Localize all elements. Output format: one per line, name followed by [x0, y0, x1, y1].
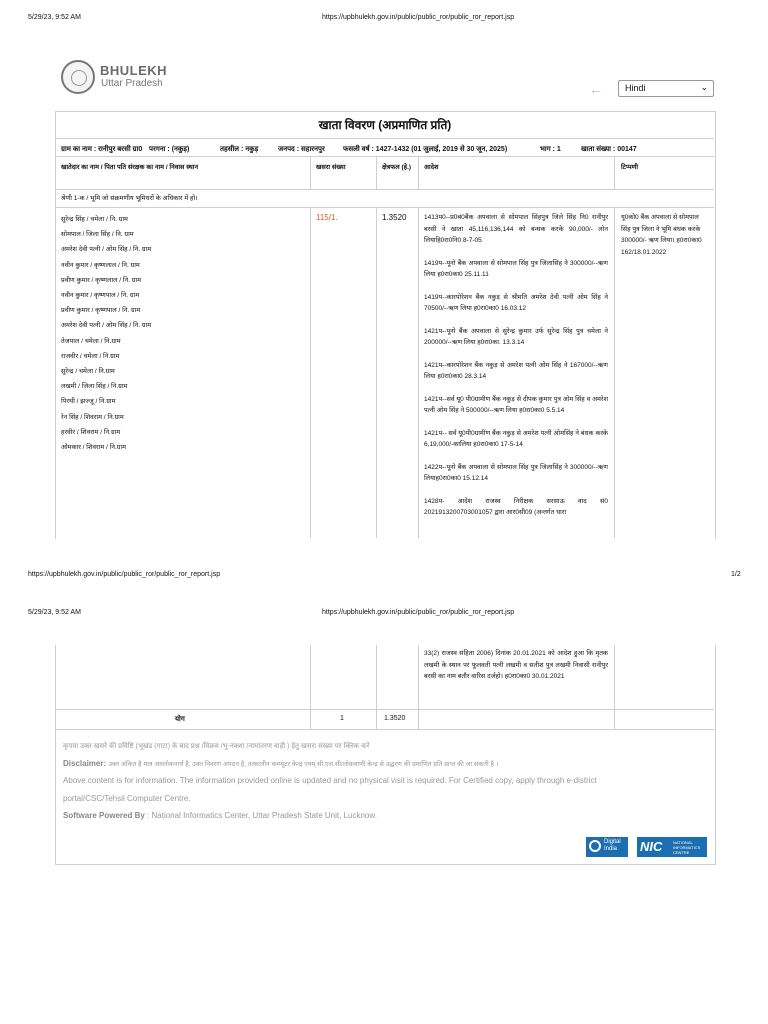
divider [55, 156, 714, 157]
meta-pargana: परगना : (नकुड़) [149, 146, 190, 153]
divider [418, 207, 419, 538]
back-arrow-icon[interactable]: ← [589, 81, 603, 97]
divider [310, 645, 311, 729]
owner-name: राजवीर / चमेला / नि.ग्राम [61, 352, 120, 360]
language-select[interactable]: Hindi ⌄ [618, 80, 714, 97]
divider [376, 207, 377, 538]
brand-state: Uttar Pradesh [101, 78, 163, 89]
report-title: खाता विवरण (अप्रमाणित प्रति) [56, 112, 714, 139]
chevron-down-icon: ⌄ [700, 82, 708, 92]
owner-name: सुरेन्द्र सिंह / चमेला / नि. ग्राम [61, 216, 128, 223]
owner-name: अमरेश देवी पत्नी / ओम सिंह / नि. ग्राम [61, 246, 152, 254]
disclaimer-english-2: portal/CSC/Tehsil Computer Centre. [63, 794, 191, 803]
col-order: आदेश [424, 164, 439, 171]
order-list [424, 212, 608, 530]
divider [55, 709, 714, 710]
order-entry: 1422प--पूनो बैंक अपवाला से सोमपाल सिंह पुत्र जिलासिंह ने 300000/--ऋण लियाह0रा0का0 15.12.14 [424, 463, 608, 482]
nic-logo[interactable]: NIC NATIONAL INFORMATICS CENTRE [637, 837, 707, 857]
divider [376, 156, 377, 190]
owner-name: तेजपाल / चमेला / नि.ग्राम [61, 337, 121, 345]
disclaimer-label: Disclaimer: [63, 759, 107, 768]
divider [418, 645, 419, 729]
disclaimer-hindi: उक्त अंकित है मात्र अवलोकनार्थ है, उक्त विवरण अपठन है, तत्कालीन कम्प्यूटर केन्द्र एवम् सी.एस.सी/लोकवाणी केन्द्र से उद्धरण की प्रमाणित प्रति प्राप्त की जा सकती है । [108, 761, 499, 768]
meta-fasli: फसली वर्ष : 1427-1432 (01 जुलाई, 2019 से 30 जून, 2025) [343, 146, 508, 153]
owner-name: प्रवीण कुमार / कृष्णपाल / नि. ग्राम [61, 307, 141, 315]
digital-india-icon [589, 840, 601, 852]
owner-list [61, 212, 151, 455]
brand-name: BHULEKH [100, 63, 168, 78]
meta-district: जनपद : सहारनपुर [278, 146, 325, 153]
order-entry: 1428प- आदेश राजस्व निरीक्षक सरसाऊ वाद सं0 2021913200703001057 द्वारा आर0सी09 (अन्तर्गत धारा [424, 497, 608, 516]
col-khasra: खसरा संख्या [316, 164, 346, 171]
powered-value: : National Informatics Center, Uttar Pradesh State Unit, Lucknow. [147, 811, 377, 820]
divider [310, 156, 311, 190]
order-entry: 1421प--कारपोरेशन बैंक नकुड़ से अमरेश पत्नी ओम सिंह ने 167000/--ऋण लिया ह0रा0का0 28.3.14 [424, 361, 608, 380]
col-owner: खातेदार का नाम / पिता पति संरक्षक का नाम / निवास स्थान [61, 164, 199, 171]
divider [55, 207, 714, 208]
meta-tehsil: तहसील : नकुड़ [220, 146, 259, 153]
divider [55, 189, 714, 190]
col-remark: टिप्पणी [621, 164, 639, 171]
meta-village: ग्राम का नाम : रानीपुर बरसी ग्रा0 [61, 146, 143, 153]
disclaimer [63, 759, 498, 768]
owner-name: ओमकार / शिवराम / नि.ग्राम [61, 444, 126, 452]
report-frame-cont [55, 645, 716, 865]
total-label: योग [175, 716, 185, 723]
print-datetime: 5/29/23, 9:52 AM [28, 14, 81, 21]
divider [614, 207, 615, 538]
owner-name: सोमपाल / जिला सिंह / नि. ग्राम [61, 231, 134, 239]
print-url: https://upbhulekh.gov.in/public/public_ror/public_ror_report.jsp [322, 14, 515, 21]
powered-by [63, 811, 377, 820]
owner-name: सुरेन्द्र / चमेला / नि.ग्राम [61, 368, 115, 376]
owner-name: पिरथी / झज्जू / नि.ग्राम [61, 398, 116, 406]
print-datetime: 5/29/23, 9:52 AM [28, 609, 81, 616]
meta-khata: खाता संख्या : 00147 [581, 146, 637, 153]
owner-name: लखमी / जिला सिंह / नि.ग्राम [61, 383, 128, 391]
order-entry: 1421प--सर्व यू0 पी0ग्रामीण बैंक नकुड़ से दीपक कुमार पुत्र ओम सिंह व अमरेश पत्नी ओम सिंह ने 500000/--ऋण लिया ह0रा0का0 5.5.14 [424, 395, 608, 414]
order-entry: 1421प--पूनो बैंक अपवाला से सुरेन्द्र कुमार उर्फ सुरेन्द्र सिंह पुत्र चमेला ने 200000/--ऋण लिया ह0रा0का. 13.3.14 [424, 327, 608, 346]
print-url: https://upbhulekh.gov.in/public/public_ror/public_ror_report.jsp [322, 609, 515, 616]
khasra-number-link[interactable]: 115/1. [316, 213, 338, 222]
divider [614, 156, 615, 190]
order-entry: 1413प0--प्र0बं0बैंक अपवाला से सोमपाल सिंहपुत्र जिले सिंह नि0 रानीपुर बरसी ने खाता 45,116,136,144 को बन्धक करके 90,000/- लोन लियाहि0रा0नि0 8-7-05 [424, 214, 608, 244]
order-entry: 1419प--कारपोरेशन बैंक नकुड़ से श्रीमति अमरेश देवी पत्नी ओम सिंह ने 70500/--ऋण लिया ह0रा0का0 16.03.12 [424, 293, 608, 312]
total-khasra-count: 1 [340, 715, 344, 722]
area-value: 1.3520 [382, 213, 407, 222]
page-number: 1/2 [731, 571, 741, 578]
disclaimer-english-1: Above content is for information. The information provided online is updated and no physical visit is required. For Certified copy, apply through e-district [63, 776, 597, 785]
owner-name: हरवीर / शिवराम / नि.ग्राम [61, 428, 121, 436]
divider [376, 645, 377, 729]
print-url-footer: https://upbhulekh.gov.in/public/public_ror/public_ror_report.jsp [28, 571, 221, 578]
remark-text: यू0को0 बैंक अपवाला से सोमपाल सिंह पुत्र जिला ने भूमि बंधक करके 300000/- ऋण लिया। ह0रा0का0 162/18.01.2022 [621, 214, 702, 256]
order-continued: 33(2) राजस्व संहिता 2006) दिनांक 20.01.2021 को आदेश हुआ कि मृतक लखमी के स्थान पर फूलवती पत्नी लखमी व सतीश पुत्र लखमी निवासी रानीपुर बरसी का नाम बतौर वारिस दर्जहो। ह0रा0का0 30.01.2021 [424, 650, 608, 680]
divider [614, 645, 615, 729]
powered-label: Software Powered By [63, 811, 145, 820]
meta-bhag: भाग : 1 [540, 146, 561, 153]
total-area: 1.3520 [384, 715, 406, 722]
owner-name: नवीन कुमार / कृष्णलाल / नि. ग्राम [61, 261, 140, 269]
click-hint: कृपया उक्त खसरे की प्रविष्टि (भूखंड (गाटा) के बाद प्रश्न /विक्रय /भू-नक्शा /नामांतरण वाही ) हेतु खसरा संख्या पर क्लिक करें [63, 743, 370, 750]
digital-india-logo[interactable]: Digital India [586, 837, 628, 857]
order-entry: 1421प-- सर्व यू0पी0ग्रामीण बैंक नकुड़ से अमरेश पत्नी ओमसिंह ने बंधक करके 6,19,000/-कालिया ह0रा0का0 17-5-14 [424, 429, 608, 448]
owner-name: नवीन कुमार / कृष्णपाल / नि. ग्राम [61, 292, 140, 300]
order-entry: 1419प--पूनो बैंक अपवाला से सोमपाल सिंह पुत्र जिलासिंह ने 300000/--ऋण लिया ह0रा0का0 25.11.11 [424, 259, 608, 278]
owner-name: अमरेश देवी पत्नी / ओम सिंह / नि. ग्राम [61, 322, 152, 330]
owner-name: रेन सिंह / शिवराम / नि.ग्राम [61, 413, 124, 421]
up-emblem-logo [61, 60, 95, 94]
report-frame [55, 111, 716, 539]
col-area: क्षेत्रफल (हे.) [382, 164, 412, 171]
divider [310, 207, 311, 538]
divider [418, 156, 419, 190]
owner-name: प्रवीण कुमार / कृष्णलाल / नि. ग्राम [61, 276, 141, 284]
category-label: श्रेणी 1-क / भूमि जो संक्रमणीय भूमिधरों के अधिकार में हो। [61, 195, 198, 202]
divider [55, 729, 714, 730]
